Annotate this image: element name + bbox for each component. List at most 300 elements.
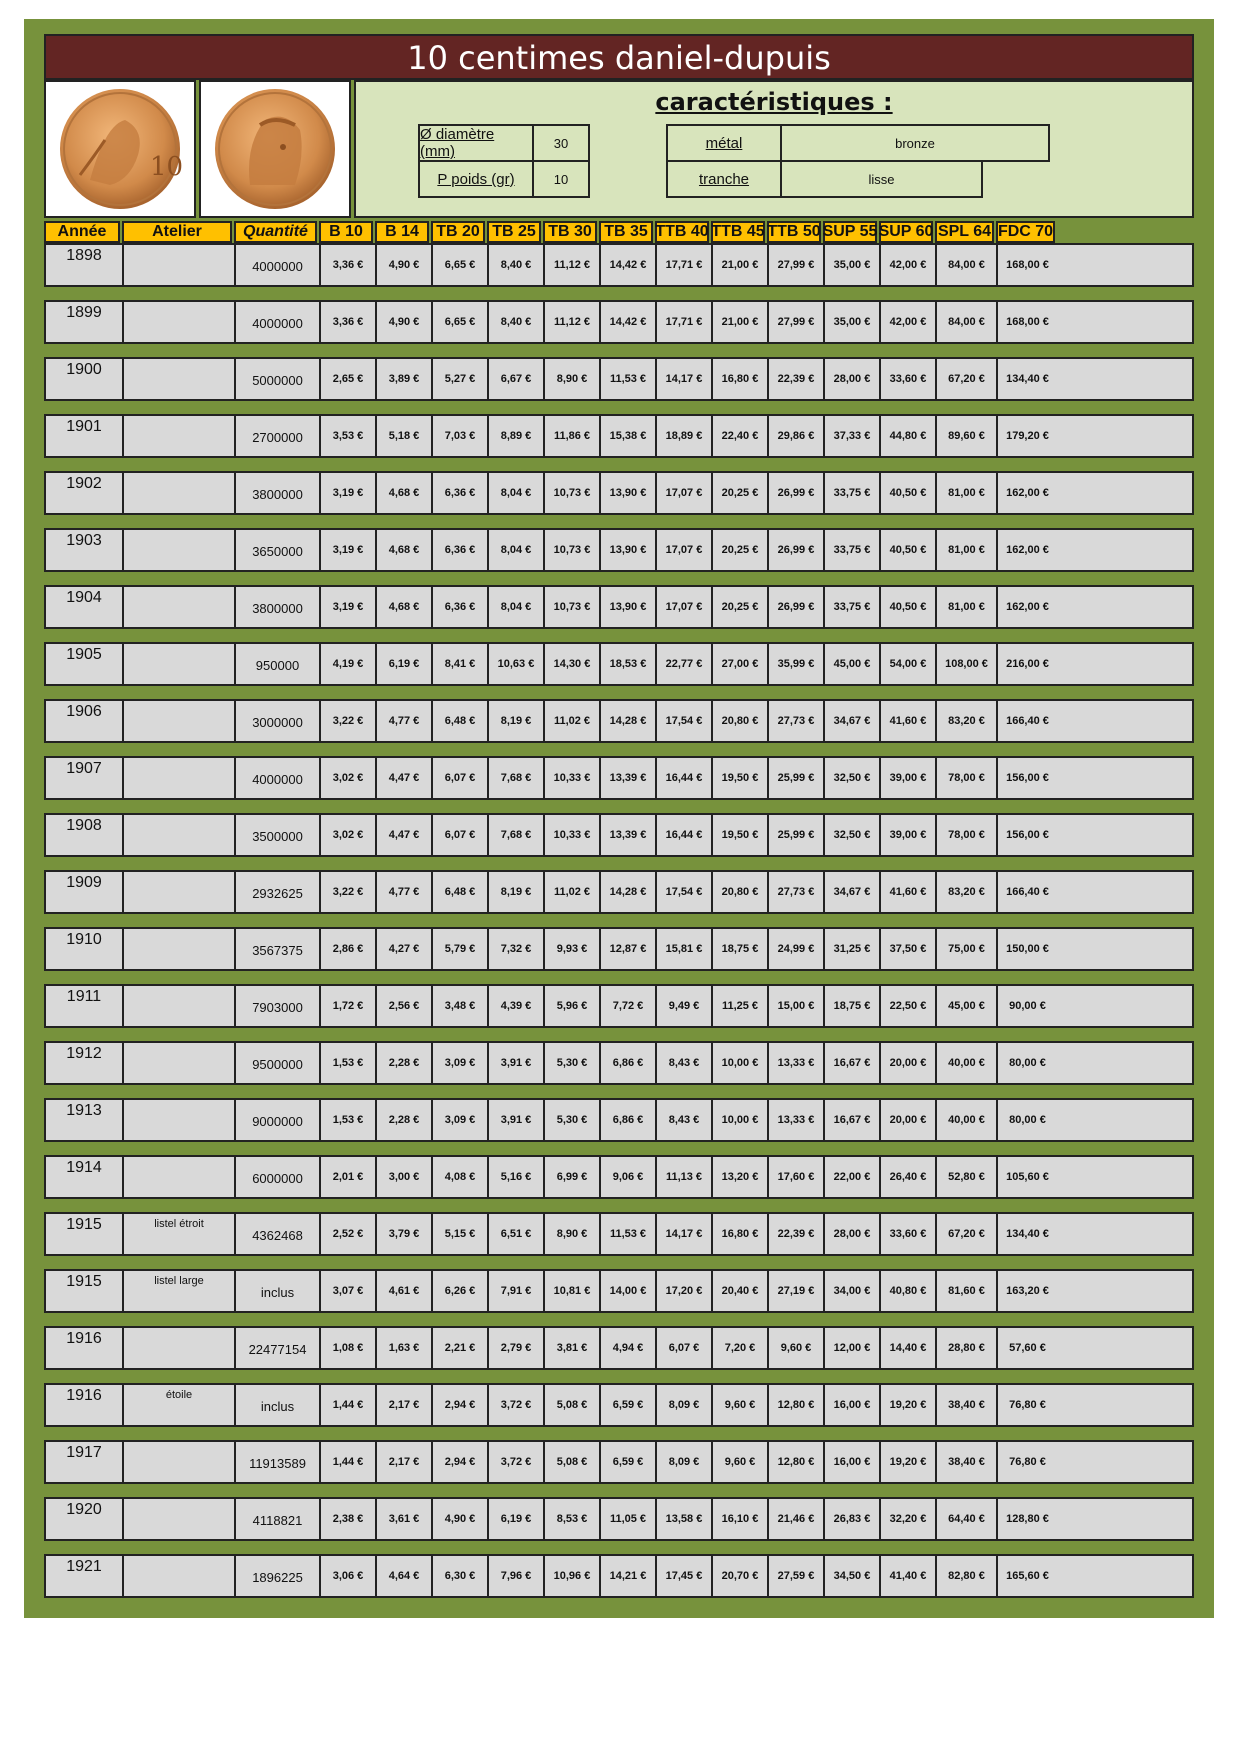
table-row	[44, 300, 1194, 344]
table-row	[44, 414, 1194, 458]
price-cell: 134,40 €	[1006, 373, 1049, 385]
price-cell: 10,73 €	[545, 530, 601, 570]
price-cell: 8,04 €	[489, 473, 545, 513]
atelier-cell	[124, 701, 236, 741]
price-cell: 84,00 €	[937, 302, 998, 342]
column-header-8: TB 35	[599, 221, 653, 243]
price-cell: 17,20 €	[657, 1271, 713, 1311]
price-cell: 33,60 €	[881, 359, 937, 399]
price-cell: 9,49 €	[657, 986, 713, 1026]
coin-sheet	[44, 34, 1194, 1611]
price-cell: 2,38 €	[321, 1499, 377, 1539]
column-header-0: Année	[44, 221, 120, 243]
price-cell: 81,00 €	[937, 587, 998, 627]
coin-obverse-image	[44, 80, 196, 218]
price-cell: 16,67 €	[825, 1043, 881, 1083]
price-cell: 2,94 €	[433, 1442, 489, 1482]
price-cell: 3,61 €	[377, 1499, 433, 1539]
price-cell: 3,36 €	[321, 302, 377, 342]
quantity-cell: 4000000	[236, 758, 321, 798]
year-cell: 1913	[46, 1100, 124, 1140]
price-cell: 22,00 €	[825, 1157, 881, 1197]
price-cell: 1,63 €	[377, 1328, 433, 1368]
diameter-spec	[418, 124, 590, 162]
price-cell: 26,40 €	[881, 1157, 937, 1197]
table-row	[44, 1554, 1194, 1598]
price-cell: 6,07 €	[657, 1328, 713, 1368]
price-cell: 7,68 €	[489, 758, 545, 798]
price-cell: 4,68 €	[377, 530, 433, 570]
price-cell: 3,19 €	[321, 473, 377, 513]
year-cell: 1906	[46, 701, 124, 741]
coin-reverse-image	[199, 80, 351, 218]
price-cell: 10,81 €	[545, 1271, 601, 1311]
price-cell: 1,72 €	[321, 986, 377, 1026]
price-cell: 1,44 €	[321, 1442, 377, 1482]
price-cell: 6,86 €	[601, 1043, 657, 1083]
price-cell: 22,50 €	[881, 986, 937, 1026]
price-cell: 16,44 €	[657, 758, 713, 798]
diameter-value: 30	[553, 135, 569, 151]
price-cell: 11,86 €	[545, 416, 601, 456]
price-cell: 5,16 €	[489, 1157, 545, 1197]
price-cell: 7,96 €	[489, 1556, 545, 1596]
price-cell: 4,90 €	[433, 1499, 489, 1539]
price-cell: 3,72 €	[489, 1442, 545, 1482]
price-cell: 7,91 €	[489, 1271, 545, 1311]
price-cell: 29,86 €	[769, 416, 825, 456]
atelier-cell	[124, 758, 236, 798]
atelier-cell	[124, 587, 236, 627]
table-row	[44, 471, 1194, 515]
price-cell: 14,30 €	[545, 644, 601, 684]
price-cell: 80,00 €	[1009, 1057, 1046, 1069]
price-cell: 4,90 €	[377, 302, 433, 342]
price-cell: 16,00 €	[825, 1385, 881, 1425]
price-cell: 166,40 €	[1006, 715, 1049, 727]
year-cell: 1909	[46, 872, 124, 912]
price-cell: 26,83 €	[825, 1499, 881, 1539]
price-cell: 8,40 €	[489, 245, 545, 285]
price-table	[44, 243, 1194, 1598]
table-row	[44, 1383, 1194, 1427]
metal-label: métal	[668, 126, 782, 160]
price-cell: 44,80 €	[881, 416, 937, 456]
price-cell: 8,90 €	[545, 1214, 601, 1254]
price-cell: 3,36 €	[321, 245, 377, 285]
atelier-cell: listel large	[124, 1271, 236, 1311]
price-cell: 16,44 €	[657, 815, 713, 855]
price-cell: 34,67 €	[825, 872, 881, 912]
year-cell: 1914	[46, 1157, 124, 1197]
table-row	[44, 699, 1194, 743]
table-row	[44, 1269, 1194, 1313]
price-cell: 10,00 €	[713, 1100, 769, 1140]
table-row	[44, 870, 1194, 914]
year-cell: 1904	[46, 587, 124, 627]
price-cell: 16,80 €	[713, 359, 769, 399]
price-cell: 41,60 €	[881, 872, 937, 912]
table-row	[44, 1326, 1194, 1370]
column-header-15: FDC 70	[996, 221, 1055, 243]
price-cell: 89,60 €	[937, 416, 998, 456]
column-header-4: B 14	[375, 221, 429, 243]
quantity-cell: 3567375	[236, 929, 321, 969]
price-cell: 81,00 €	[937, 473, 998, 513]
price-cell: 20,40 €	[713, 1271, 769, 1311]
price-cell: 15,00 €	[769, 986, 825, 1026]
atelier-cell	[124, 359, 236, 399]
price-cell: 27,73 €	[769, 872, 825, 912]
price-cell: 11,12 €	[545, 302, 601, 342]
quantity-cell: 1896225	[236, 1556, 321, 1596]
price-cell: 67,20 €	[937, 359, 998, 399]
year-cell: 1908	[46, 815, 124, 855]
price-cell: 19,20 €	[881, 1385, 937, 1425]
price-cell: 134,40 €	[1006, 1228, 1049, 1240]
weight-label: P poids (gr)	[420, 162, 534, 196]
price-cell: 162,00 €	[1006, 544, 1049, 556]
price-cell: 14,28 €	[601, 701, 657, 741]
price-cell: 52,80 €	[937, 1157, 998, 1197]
price-cell: 4,39 €	[489, 986, 545, 1026]
price-cell: 20,00 €	[881, 1043, 937, 1083]
price-cell: 26,99 €	[769, 587, 825, 627]
price-cell: 4,68 €	[377, 473, 433, 513]
price-cell: 156,00 €	[1006, 772, 1049, 784]
atelier-cell	[124, 1328, 236, 1368]
price-cell: 42,00 €	[881, 245, 937, 285]
price-cell: 11,12 €	[545, 245, 601, 285]
column-header-3: B 10	[319, 221, 373, 243]
price-cell: 3,19 €	[321, 530, 377, 570]
price-cell: 11,25 €	[713, 986, 769, 1026]
price-cell: 4,68 €	[377, 587, 433, 627]
price-cell: 11,13 €	[657, 1157, 713, 1197]
atelier-cell	[124, 1100, 236, 1140]
price-cell: 83,20 €	[937, 872, 998, 912]
price-cell: 8,04 €	[489, 530, 545, 570]
price-cell: 6,19 €	[489, 1499, 545, 1539]
year-cell: 1915	[46, 1271, 124, 1311]
quantity-cell: 3000000	[236, 701, 321, 741]
price-cell: 32,20 €	[881, 1499, 937, 1539]
price-cell: 4,61 €	[377, 1271, 433, 1311]
price-cell: 10,73 €	[545, 587, 601, 627]
price-cell: 3,91 €	[489, 1043, 545, 1083]
price-cell: 3,89 €	[377, 359, 433, 399]
atelier-cell	[124, 416, 236, 456]
quantity-cell: 4000000	[236, 302, 321, 342]
year-cell: 1907	[46, 758, 124, 798]
price-cell: 14,17 €	[657, 1214, 713, 1254]
metal-spec	[666, 124, 1050, 162]
price-cell: 42,00 €	[881, 302, 937, 342]
table-row	[44, 927, 1194, 971]
quantity-cell: 22477154	[236, 1328, 321, 1368]
table-row	[44, 357, 1194, 401]
price-cell: 21,46 €	[769, 1499, 825, 1539]
price-cell: 20,70 €	[713, 1556, 769, 1596]
price-cell: 7,72 €	[601, 986, 657, 1026]
atelier-cell	[124, 473, 236, 513]
price-cell: 3,81 €	[545, 1328, 601, 1368]
price-cell: 4,47 €	[377, 815, 433, 855]
price-cell: 13,39 €	[601, 815, 657, 855]
price-cell: 14,00 €	[601, 1271, 657, 1311]
column-header-1: Atelier	[122, 221, 232, 243]
price-cell: 1,44 €	[321, 1385, 377, 1425]
quantity-cell: 3650000	[236, 530, 321, 570]
price-cell: 21,00 €	[713, 245, 769, 285]
price-cell: 165,60 €	[1006, 1570, 1049, 1582]
price-cell: 33,60 €	[881, 1214, 937, 1254]
price-cell: 2,86 €	[321, 929, 377, 969]
price-cell: 128,80 €	[1006, 1513, 1049, 1525]
price-cell: 40,50 €	[881, 530, 937, 570]
price-cell: 14,28 €	[601, 872, 657, 912]
price-cell: 17,07 €	[657, 530, 713, 570]
price-cell: 8,89 €	[489, 416, 545, 456]
atelier-cell	[124, 644, 236, 684]
price-cell: 78,00 €	[937, 815, 998, 855]
price-cell: 20,25 €	[713, 473, 769, 513]
price-cell: 11,53 €	[601, 1214, 657, 1254]
price-cell: 2,01 €	[321, 1157, 377, 1197]
atelier-cell	[124, 929, 236, 969]
table-row	[44, 642, 1194, 686]
price-cell: 6,51 €	[489, 1214, 545, 1254]
price-cell: 22,40 €	[713, 416, 769, 456]
quantity-cell: 4000000	[236, 245, 321, 285]
price-cell: 17,71 €	[657, 302, 713, 342]
metal-value: bronze	[895, 135, 935, 151]
price-cell: 20,25 €	[713, 530, 769, 570]
year-cell: 1905	[46, 644, 124, 684]
price-cell: 27,99 €	[769, 302, 825, 342]
column-header-12: SUP 55	[823, 221, 877, 243]
quantity-cell: 6000000	[236, 1157, 321, 1197]
price-cell: 3,02 €	[321, 758, 377, 798]
quantity-cell: 3800000	[236, 587, 321, 627]
price-cell: 3,72 €	[489, 1385, 545, 1425]
year-cell: 1912	[46, 1043, 124, 1083]
price-cell: 27,00 €	[713, 644, 769, 684]
price-cell: 27,99 €	[769, 245, 825, 285]
price-cell: 17,07 €	[657, 473, 713, 513]
price-cell: 6,67 €	[489, 359, 545, 399]
year-cell: 1900	[46, 359, 124, 399]
year-cell: 1915	[46, 1214, 124, 1254]
price-cell: 12,80 €	[769, 1385, 825, 1425]
price-cell: 37,50 €	[881, 929, 937, 969]
price-cell: 1,53 €	[321, 1100, 377, 1140]
price-cell: 16,67 €	[825, 1100, 881, 1140]
price-cell: 6,36 €	[433, 587, 489, 627]
price-cell: 6,30 €	[433, 1556, 489, 1596]
price-cell: 13,90 €	[601, 530, 657, 570]
atelier-cell	[124, 815, 236, 855]
price-cell: 2,94 €	[433, 1385, 489, 1425]
price-cell: 4,77 €	[377, 872, 433, 912]
price-cell: 18,89 €	[657, 416, 713, 456]
price-cell: 13,58 €	[657, 1499, 713, 1539]
price-cell: 2,56 €	[377, 986, 433, 1026]
price-cell: 45,00 €	[937, 986, 998, 1026]
diameter-label: Ø diamètre (mm)	[420, 126, 534, 160]
table-row	[44, 1440, 1194, 1484]
quantity-cell: 7903000	[236, 986, 321, 1026]
price-cell: 9,06 €	[601, 1157, 657, 1197]
price-cell: 3,79 €	[377, 1214, 433, 1254]
price-cell: 17,54 €	[657, 701, 713, 741]
column-header-10: TTB 45	[711, 221, 765, 243]
price-cell: 32,50 €	[825, 758, 881, 798]
atelier-cell	[124, 872, 236, 912]
price-cell: 22,77 €	[657, 644, 713, 684]
price-cell: 11,05 €	[601, 1499, 657, 1539]
price-cell: 19,50 €	[713, 758, 769, 798]
header-row	[44, 80, 1194, 218]
price-cell: 6,59 €	[601, 1442, 657, 1482]
svg-text:10: 10	[150, 152, 184, 182]
price-cell: 19,20 €	[881, 1442, 937, 1482]
column-header-13: SUP 60	[879, 221, 933, 243]
price-cell: 8,41 €	[433, 644, 489, 684]
price-cell: 34,00 €	[825, 1271, 881, 1311]
year-cell: 1916	[46, 1385, 124, 1425]
price-cell: 33,75 €	[825, 530, 881, 570]
weight-value: 10	[553, 171, 569, 187]
price-cell: 179,20 €	[1006, 430, 1049, 442]
price-cell: 82,80 €	[937, 1556, 998, 1596]
price-cell: 18,53 €	[601, 644, 657, 684]
price-cell: 26,99 €	[769, 473, 825, 513]
weight-spec	[418, 160, 590, 198]
year-cell: 1920	[46, 1499, 124, 1539]
table-row	[44, 813, 1194, 857]
quantity-cell: 5000000	[236, 359, 321, 399]
price-cell: 10,33 €	[545, 815, 601, 855]
table-row	[44, 756, 1194, 800]
price-cell: 2,28 €	[377, 1043, 433, 1083]
table-row	[44, 243, 1194, 287]
price-cell: 11,02 €	[545, 701, 601, 741]
characteristics-panel	[354, 80, 1194, 218]
table-row	[44, 1098, 1194, 1142]
column-header-2: Quantité	[234, 221, 317, 243]
price-cell: 1,08 €	[321, 1328, 377, 1368]
year-cell: 1916	[46, 1328, 124, 1368]
price-cell: 17,60 €	[769, 1157, 825, 1197]
price-cell: 45,00 €	[825, 644, 881, 684]
price-cell: 4,08 €	[433, 1157, 489, 1197]
price-cell: 5,08 €	[545, 1385, 601, 1425]
price-cell: 10,33 €	[545, 758, 601, 798]
table-row	[44, 984, 1194, 1028]
column-header-14: SPL 64	[935, 221, 994, 243]
price-cell: 18,75 €	[713, 929, 769, 969]
price-cell: 5,79 €	[433, 929, 489, 969]
price-cell: 13,33 €	[769, 1043, 825, 1083]
price-cell: 20,80 €	[713, 701, 769, 741]
price-cell: 11,02 €	[545, 872, 601, 912]
edge-label: tranche	[668, 162, 782, 196]
price-cell: 5,27 €	[433, 359, 489, 399]
price-cell: 27,59 €	[769, 1556, 825, 1596]
atelier-cell	[124, 1556, 236, 1596]
price-cell: 22,39 €	[769, 359, 825, 399]
price-cell: 5,18 €	[377, 416, 433, 456]
price-cell: 3,19 €	[321, 587, 377, 627]
price-cell: 3,48 €	[433, 986, 489, 1026]
price-cell: 8,43 €	[657, 1043, 713, 1083]
price-cell: 2,65 €	[321, 359, 377, 399]
price-cell: 10,73 €	[545, 473, 601, 513]
price-cell: 8,19 €	[489, 701, 545, 741]
price-cell: 2,17 €	[377, 1442, 433, 1482]
price-cell: 80,00 €	[1009, 1114, 1046, 1126]
price-cell: 5,30 €	[545, 1100, 601, 1140]
price-cell: 35,99 €	[769, 644, 825, 684]
price-cell: 4,47 €	[377, 758, 433, 798]
price-cell: 168,00 €	[1006, 259, 1049, 271]
price-cell: 166,40 €	[1006, 886, 1049, 898]
price-cell: 7,32 €	[489, 929, 545, 969]
price-cell: 7,20 €	[713, 1328, 769, 1368]
price-cell: 8,90 €	[545, 359, 601, 399]
price-cell: 12,80 €	[769, 1442, 825, 1482]
price-cell: 5,30 €	[545, 1043, 601, 1083]
price-cell: 156,00 €	[1006, 829, 1049, 841]
price-cell: 40,50 €	[881, 473, 937, 513]
price-cell: 17,71 €	[657, 245, 713, 285]
price-cell: 35,00 €	[825, 245, 881, 285]
edge-spec	[666, 160, 983, 198]
atelier-cell	[124, 530, 236, 570]
price-cell: 27,19 €	[769, 1271, 825, 1311]
price-cell: 24,99 €	[769, 929, 825, 969]
price-cell: 9,60 €	[713, 1442, 769, 1482]
price-cell: 17,54 €	[657, 872, 713, 912]
price-cell: 1,53 €	[321, 1043, 377, 1083]
price-cell: 9,60 €	[713, 1385, 769, 1425]
price-cell: 33,75 €	[825, 473, 881, 513]
price-cell: 13,33 €	[769, 1100, 825, 1140]
price-cell: 13,90 €	[601, 587, 657, 627]
year-cell: 1917	[46, 1442, 124, 1482]
price-cell: 13,20 €	[713, 1157, 769, 1197]
price-cell: 8,09 €	[657, 1442, 713, 1482]
price-cell: 41,40 €	[881, 1556, 937, 1596]
atelier-cell	[124, 1157, 236, 1197]
column-header-6: TB 25	[487, 221, 541, 243]
price-cell: 105,60 €	[1006, 1171, 1049, 1183]
table-row	[44, 1212, 1194, 1256]
price-cell: 20,00 €	[881, 1100, 937, 1140]
price-cell: 8,43 €	[657, 1100, 713, 1140]
edge-value: lisse	[868, 171, 895, 187]
price-cell: 6,99 €	[545, 1157, 601, 1197]
price-cell: 6,48 €	[433, 872, 489, 912]
atelier-cell	[124, 1442, 236, 1482]
price-cell: 2,52 €	[321, 1214, 377, 1254]
coin-reverse-icon	[205, 85, 345, 213]
price-cell: 6,86 €	[601, 1100, 657, 1140]
year-cell: 1902	[46, 473, 124, 513]
price-cell: 8,40 €	[489, 302, 545, 342]
price-cell: 21,00 €	[713, 302, 769, 342]
